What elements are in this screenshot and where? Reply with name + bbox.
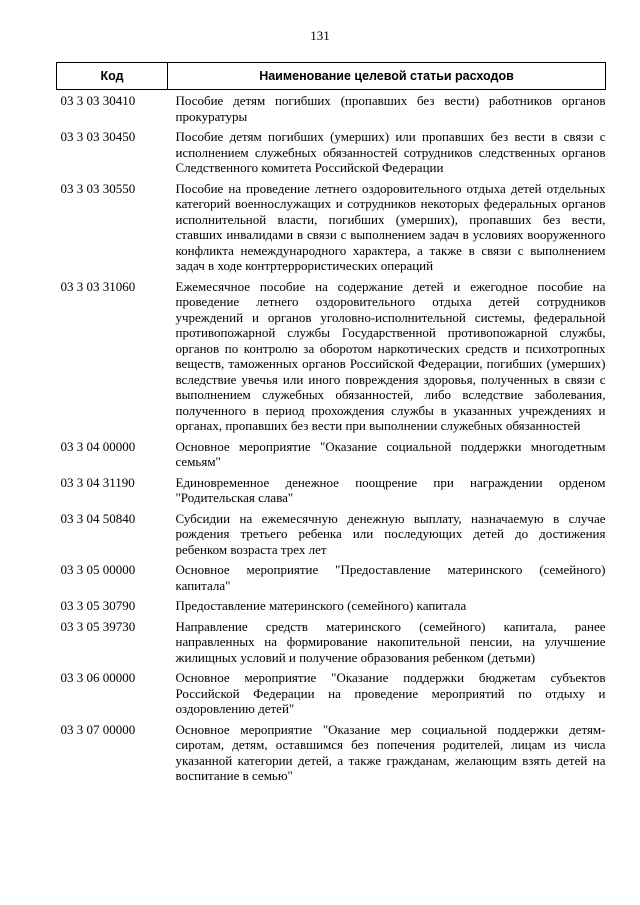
page-number: 131 [310,28,330,43]
row-name: Субсидии на ежемесячную денежную выплату, назначаемую в случае рождения третьего ребенка или последующих детей до достижения ребенком возраста трех лет [175,510,606,557]
header-name: Наименование целевой статьи расходов [168,63,606,90]
row-name: Основное мероприятие "Оказание социальной поддержки многодетным семьям" [175,438,606,469]
row-name: Направление средств материнского (семейного) капитала, ранее направленных на формирование накопительной пенсии, на улучшение жилищных условий и получение образования ребенком (детьми) [175,618,606,665]
table-row [57,436,606,472]
row-name: Основное мероприятие "Оказание мер социальной поддержки детям-сиротам, детям, оставшимся без попечения родителей, лицам из числа указанной категории детей, а также гражданам, желающим взять детей на воспитание в семью" [175,721,606,783]
row-name: Пособие детям погибших (умерших) или пропавших без вести в связи с исполнением служебных обязанностей сотрудников следственных органов Следственного комитета Российской Федерации [175,129,606,175]
row-name: Предоставление материнского (семейного) капитала [175,598,467,613]
row-code: 03 3 05 00000 [60,562,136,577]
row-code: 03 3 03 30550 [60,180,136,196]
table-row [57,90,606,127]
table-row [57,595,606,616]
row-name: Пособие детям погибших (пропавших без вести) работников органов прокуратуры [175,93,606,124]
budget-codes-table-wrapper [56,62,606,786]
row-name: Пособие на проведение летнего оздоровительного отдыха детей отдельных категорий военнослужащих и сотрудников некоторых федеральных органов исполнительной власти, погибших (умерших), пропавших без вести, ставших инвалидами в связи с выполнением задач в условиях вооруженного конфликта немеждународного характера, а также в связи с выполнением задач в ходе контртеррористических операций [175,180,606,273]
row-name: Основное мероприятие "Предоставление материнского (семейного) капитала" [175,562,606,593]
budget-codes-table [56,62,606,786]
row-code: 03 3 03 31060 [60,278,136,294]
row-code: 03 3 04 00000 [60,438,136,454]
table-row [57,719,606,786]
row-name: Ежемесячное пособие на содержание детей и ежегодное пособие на проведение летнего оздоровительного отдыха детей сотрудников учреждений и органов уголовно-исполнительной системы, федеральной противопожарной службы Государственной противопожарной службы, органов по контролю за оборотом наркотических средств и психотропных веществ, таможенных органов Российской Федерации, погибших (умерших) вследствие увечья или иного повреждения здоровья, полученных в связи с выполнением служебных обязанностей, либо вследствие заболевания, полученного в период прохождения службы в указанных учреждениях и органах, пропавших без вести при выполнении служебных обязанностей [175,278,606,433]
row-code: 03 3 04 50840 [60,510,136,526]
row-code: 03 3 04 31190 [60,474,135,490]
table-row [57,667,606,719]
table-row [57,616,606,668]
row-code: 03 3 05 39730 [60,618,136,634]
header-code: Код [57,63,168,90]
row-code: 03 3 03 30410 [60,93,136,108]
table-row [57,508,606,560]
table-row [57,559,606,595]
row-code: 03 3 06 00000 [60,670,136,685]
table-row [57,178,606,276]
row-code: 03 3 07 00000 [60,721,136,737]
table-row [57,276,606,436]
row-code: 03 3 03 30450 [60,129,136,144]
row-name: Единовременное денежное поощрение при награждении орденом "Родительская слава" [175,474,606,505]
row-name: Основное мероприятие "Оказание поддержки бюджетам субъектов Российской Федерации на проведение мероприятий по отдыху и оздоровлению детей" [175,670,606,716]
table-header-row [57,63,606,90]
table-row [57,126,606,178]
row-code: 03 3 05 30790 [60,598,136,613]
table-row [57,472,606,508]
